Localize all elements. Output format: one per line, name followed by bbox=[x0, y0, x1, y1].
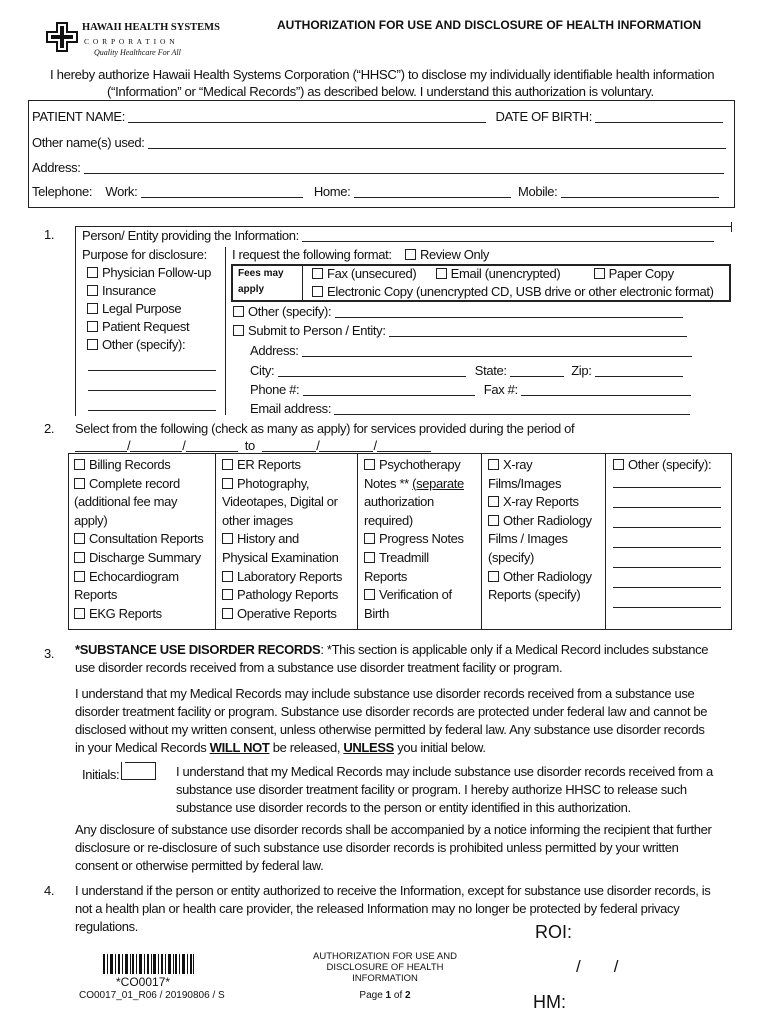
recipient-address-field[interactable] bbox=[302, 344, 692, 357]
discharge-summary[interactable] bbox=[74, 549, 203, 568]
state-field[interactable] bbox=[510, 364, 564, 377]
other-records[interactable] bbox=[613, 456, 711, 475]
checkbox[interactable] bbox=[488, 515, 499, 526]
photography[interactable] bbox=[222, 475, 342, 494]
other-records-line-4[interactable] bbox=[613, 534, 721, 548]
sud-heading-rest: : *This section is applicable only if a Medical Record includes substance bbox=[320, 642, 709, 657]
purpose-physician[interactable] bbox=[87, 264, 211, 282]
treadmill[interactable] bbox=[364, 549, 464, 568]
submit-to-label: Submit to Person / Entity: bbox=[248, 323, 386, 338]
recipient-email-row bbox=[250, 400, 690, 418]
history-physical-label: History and bbox=[237, 531, 299, 547]
verification-of-birth[interactable] bbox=[364, 586, 464, 605]
para1-line2: disorder treatment facility or program. Substance use disorder records are protected under federal law and cannot be bbox=[75, 704, 708, 719]
discharge-summary-label: Discharge Summary bbox=[89, 549, 201, 565]
intro-line2: (“Information” or “Medical Records”) as described below. I understand this authorization is voluntary. bbox=[107, 84, 654, 99]
xray-films-text: Films/Images bbox=[488, 475, 562, 491]
checkbox[interactable] bbox=[594, 268, 605, 279]
checkbox[interactable] bbox=[87, 339, 98, 350]
city-field[interactable] bbox=[278, 364, 466, 377]
checkbox[interactable] bbox=[222, 533, 233, 544]
para2-line2: substance use disorder treatment facility or program. I hereby authorize HHSC to release such bbox=[176, 782, 687, 797]
para1-line4 bbox=[75, 739, 707, 757]
section4-line2: not a health plan or health care provider, the released Information may no longer be protected by federal privacy bbox=[75, 901, 680, 916]
to-label: to bbox=[244, 438, 255, 453]
email-address-field[interactable] bbox=[334, 402, 690, 415]
address-label: Address: bbox=[32, 160, 81, 175]
purpose-insurance[interactable] bbox=[87, 282, 211, 300]
para1-line4-c: be released, bbox=[269, 740, 344, 755]
para1-line4-e: you initial below. bbox=[393, 740, 486, 755]
checkbox[interactable] bbox=[436, 268, 447, 279]
submit-to-field[interactable] bbox=[389, 324, 687, 337]
recipient-city-row bbox=[250, 362, 683, 380]
roi-label: ROI: bbox=[535, 922, 573, 942]
will-not-text: WILL NOT bbox=[209, 740, 270, 755]
footer-center-line3: INFORMATION bbox=[352, 973, 418, 984]
initials-label: Initials: bbox=[82, 767, 120, 782]
para3-line1: Any disclosure of substance use disorder records shall be accompanied by a notice informing the recipient that further bbox=[75, 822, 712, 837]
other-records-line-2[interactable] bbox=[613, 494, 721, 508]
complete-record-note-2: apply) bbox=[74, 512, 108, 528]
billing-records-label: Billing Records bbox=[89, 457, 171, 472]
echocardiogram-label: Echocardiogram bbox=[89, 568, 179, 584]
xray-reports-label: X-ray Reports bbox=[503, 494, 579, 510]
sud-heading: *SUBSTANCE USE DISORDER RECORDS bbox=[75, 642, 321, 657]
address-row bbox=[32, 159, 724, 177]
hm-label: HM: bbox=[533, 992, 566, 1012]
purpose-divider bbox=[225, 247, 226, 415]
page-of: of bbox=[391, 990, 406, 1001]
pathology-reports-label: Pathology Reports bbox=[237, 587, 339, 603]
intro-line1: I hereby authorize Hawaii Health Systems Corporation (“HHSC”) to disclose my individually identifiable health information bbox=[50, 67, 715, 82]
format-row bbox=[232, 246, 489, 264]
work-phone-field[interactable] bbox=[141, 185, 303, 198]
verification-birth-text: Birth bbox=[364, 605, 389, 621]
ekg-reports[interactable] bbox=[74, 605, 203, 624]
echocardiogram[interactable] bbox=[74, 568, 203, 587]
page-current: 1 bbox=[385, 990, 392, 1001]
email-option[interactable] bbox=[436, 266, 561, 281]
other-names-row bbox=[32, 134, 726, 152]
patient-name-row bbox=[32, 108, 723, 126]
section3-para2 bbox=[176, 763, 713, 817]
er-reports[interactable] bbox=[222, 456, 342, 475]
end-month-field[interactable] bbox=[262, 439, 316, 452]
history-physical-note: Physical Examination bbox=[222, 549, 339, 565]
mobile-label: Mobile: bbox=[517, 184, 558, 199]
complete-record-note: (additional fee may bbox=[74, 494, 178, 510]
xray-reports[interactable] bbox=[488, 493, 592, 512]
purpose-patient-request-label: Patient Request bbox=[102, 319, 190, 334]
footer-center-line1: AUTHORIZATION FOR USE AND bbox=[313, 951, 457, 962]
purpose-other[interactable] bbox=[87, 336, 211, 354]
checkbox[interactable] bbox=[312, 286, 323, 297]
other-names-label: Other name(s) used: bbox=[32, 135, 145, 150]
paper-option[interactable] bbox=[594, 266, 674, 281]
dob-label: DATE OF BIRTH: bbox=[495, 109, 592, 124]
purpose-other-line-1[interactable] bbox=[88, 357, 216, 371]
purpose-other-line-2[interactable] bbox=[88, 377, 216, 391]
form-title: AUTHORIZATION FOR USE AND DISCLOSURE OF HEALTH INFORMATION bbox=[277, 18, 702, 32]
page-number bbox=[285, 990, 485, 1001]
checkbox[interactable] bbox=[222, 571, 233, 582]
email-address-label: Email address: bbox=[250, 401, 332, 416]
checkbox[interactable] bbox=[488, 571, 499, 582]
photography-label: Photography, bbox=[237, 475, 310, 491]
other-records-line-5[interactable] bbox=[613, 554, 721, 568]
section2-intro: Select from the following (check as many as apply) for services provided during the period of bbox=[75, 421, 575, 436]
psychotherapy-notes[interactable] bbox=[364, 456, 464, 475]
records-col-2 bbox=[222, 456, 342, 623]
purpose-patient-request[interactable] bbox=[87, 318, 211, 336]
purpose-legal[interactable] bbox=[87, 300, 211, 318]
format-label: I request the following format: bbox=[232, 247, 392, 262]
checkbox[interactable] bbox=[74, 608, 85, 619]
checkbox[interactable] bbox=[222, 478, 233, 489]
submit-to-row bbox=[233, 322, 687, 340]
purpose-label: Purpose for disclosure: bbox=[82, 247, 207, 262]
other-records-lines bbox=[613, 474, 721, 614]
checkbox[interactable] bbox=[74, 478, 85, 489]
zip-field[interactable] bbox=[595, 364, 683, 377]
records-col-5 bbox=[613, 456, 711, 475]
checkbox[interactable] bbox=[87, 285, 98, 296]
footer-center-line2: DISCLOSURE OF HEALTH bbox=[326, 962, 444, 973]
purpose-other-label: Other (specify): bbox=[102, 337, 186, 352]
barcode bbox=[103, 954, 195, 974]
checkbox[interactable] bbox=[233, 306, 244, 317]
photography-note: Videotapes, Digital or bbox=[222, 494, 338, 510]
other-records-line-6[interactable] bbox=[613, 574, 721, 588]
home-phone-field[interactable] bbox=[354, 185, 511, 198]
start-year-field[interactable] bbox=[186, 439, 238, 452]
checkbox[interactable] bbox=[364, 552, 375, 563]
other-radiology-reports-label: Other Radiology bbox=[503, 568, 592, 584]
other-radiology-specify: (specify) bbox=[488, 549, 534, 565]
para1-line4-a: in your Medical Records bbox=[75, 740, 210, 755]
section3-para3 bbox=[75, 821, 712, 875]
fax-number-label: Fax #: bbox=[483, 382, 518, 397]
section1-right-edge bbox=[731, 222, 732, 232]
mobile-phone-field[interactable] bbox=[561, 185, 719, 198]
checkbox[interactable] bbox=[87, 267, 98, 278]
other-radiology-films[interactable] bbox=[488, 512, 592, 531]
other-radiology-reports-text: Reports (specify) bbox=[488, 587, 581, 603]
section3-number: 3. bbox=[44, 646, 55, 661]
laboratory-reports[interactable] bbox=[222, 568, 342, 587]
psychotherapy-note-4: required) bbox=[364, 512, 413, 528]
purpose-other-lines bbox=[88, 357, 216, 417]
org-name: HAWAII HEALTH SYSTEMS bbox=[82, 22, 220, 33]
initials-field[interactable] bbox=[121, 762, 156, 780]
roi-date-slashes: / / bbox=[576, 957, 619, 976]
other-specify-row bbox=[233, 303, 683, 321]
xray-films[interactable] bbox=[488, 456, 592, 475]
checkbox[interactable] bbox=[613, 459, 624, 470]
start-month-field[interactable] bbox=[75, 439, 127, 452]
pathology-reports[interactable] bbox=[222, 586, 342, 605]
progress-notes[interactable] bbox=[364, 530, 464, 549]
para3-line3: consent or otherwise permitted by federal law. bbox=[75, 858, 324, 873]
org-sub: C O R P O R A T I O N bbox=[84, 37, 176, 46]
patient-name-field[interactable] bbox=[128, 110, 486, 123]
patient-name-label: PATIENT NAME: bbox=[32, 109, 125, 124]
checkbox[interactable] bbox=[74, 552, 85, 563]
operative-reports[interactable] bbox=[222, 605, 342, 624]
electronic-option-label: Electronic Copy (unencrypted CD, USB drive or other electronic format) bbox=[327, 284, 714, 299]
checkbox[interactable] bbox=[312, 268, 323, 279]
fees-label: Fees may apply bbox=[238, 268, 284, 295]
para3-line2: disclosure or re-disclosure of such substance use disorder records is prohibited unless permitted by your written bbox=[75, 840, 679, 855]
purpose-insurance-label: Insurance bbox=[102, 283, 156, 298]
section3-heading bbox=[75, 641, 708, 659]
checkbox[interactable] bbox=[222, 608, 233, 619]
email-option-label: Email (unencrypted) bbox=[450, 266, 561, 281]
psychotherapy-note-line bbox=[364, 475, 464, 494]
billing-records[interactable] bbox=[74, 456, 203, 475]
complete-record-label: Complete record bbox=[89, 475, 180, 491]
checkbox[interactable] bbox=[74, 459, 85, 470]
work-label: Work: bbox=[105, 184, 138, 199]
para1-line3: disclosed without my written consent, unless otherwise permitted by federal law. Any substance use disorder records bbox=[75, 722, 705, 737]
fees-divider bbox=[302, 265, 303, 301]
section3-para1 bbox=[75, 685, 707, 757]
section4-line1: I understand if the person or entity authorized to receive the Information, except for substance use disorder records, is bbox=[75, 883, 711, 898]
checkbox[interactable] bbox=[74, 533, 85, 544]
para2-line1: I understand that my Medical Records may include substance use disorder records received from a bbox=[176, 764, 713, 779]
er-reports-label: ER Reports bbox=[237, 457, 301, 472]
grid-col-divider-1 bbox=[215, 453, 216, 630]
purpose-physician-label: Physician Follow-up bbox=[102, 265, 211, 280]
treadmill-reports: Reports bbox=[364, 568, 408, 584]
verification-label: Verification of bbox=[379, 587, 452, 603]
checkbox[interactable] bbox=[233, 325, 244, 336]
other-records-line-3[interactable] bbox=[613, 514, 721, 528]
records-col-3 bbox=[364, 456, 464, 623]
records-col-1 bbox=[74, 456, 203, 623]
psychotherapy-notes-text: Notes ** bbox=[364, 475, 409, 491]
echocardiogram-reports: Reports bbox=[74, 587, 118, 603]
checkbox[interactable] bbox=[364, 533, 375, 544]
phone-label: Phone #: bbox=[250, 382, 300, 397]
telephone-row bbox=[32, 183, 719, 201]
para1-line1: I understand that my Medical Records may include substance use disorder records received from a substance use bbox=[75, 686, 695, 701]
laboratory-reports-label: Laboratory Reports bbox=[237, 568, 342, 584]
end-day-field[interactable] bbox=[319, 439, 373, 452]
section4-number: 4. bbox=[44, 883, 55, 898]
photography-note-2: other images bbox=[222, 512, 293, 528]
para2-line3: substance use disorder records to the person or entity identified in this authorization. bbox=[176, 800, 631, 815]
telephone-label: Telephone: bbox=[32, 184, 93, 199]
footer-center-title bbox=[285, 951, 485, 984]
other-records-label: Other (specify): bbox=[628, 457, 712, 472]
consultation-reports-label: Consultation Reports bbox=[89, 531, 204, 547]
checkbox[interactable] bbox=[364, 589, 375, 600]
other-records-line-1[interactable] bbox=[613, 474, 721, 488]
operative-reports-label: Operative Reports bbox=[237, 605, 337, 621]
paper-option-label: Paper Copy bbox=[608, 266, 674, 281]
other-radiology-label: Other Radiology bbox=[503, 512, 592, 528]
date-range-row: / / to / / bbox=[75, 437, 431, 455]
form-code: CO0017_01_R06 / 20190806 / S bbox=[79, 990, 225, 1001]
checkbox[interactable] bbox=[87, 303, 98, 314]
section2-number: 2. bbox=[44, 421, 55, 436]
recipient-phone-row bbox=[250, 381, 691, 399]
grid-col-divider-4 bbox=[605, 453, 606, 630]
fax-option-label: Fax (unsecured) bbox=[327, 266, 417, 281]
purpose-legal-label: Legal Purpose bbox=[102, 301, 182, 316]
psychotherapy-label: Psychotherapy bbox=[379, 457, 461, 472]
logo-cross-icon bbox=[46, 22, 78, 52]
history-physical[interactable] bbox=[222, 530, 342, 549]
recipient-address-row bbox=[250, 342, 692, 360]
other-records-line-7[interactable] bbox=[613, 594, 721, 608]
progress-notes-label: Progress Notes bbox=[379, 531, 464, 547]
separate-text: (separate bbox=[412, 475, 464, 491]
org-tagline: Quality Healthcare For All bbox=[94, 48, 181, 57]
section1-number: 1. bbox=[44, 227, 55, 242]
checkbox[interactable] bbox=[222, 589, 233, 600]
checkbox[interactable] bbox=[87, 321, 98, 332]
grid-col-divider-3 bbox=[481, 453, 482, 630]
review-only-label: Review Only bbox=[419, 247, 490, 262]
fax-option[interactable] bbox=[312, 266, 416, 281]
state-label: State: bbox=[474, 363, 507, 378]
city-label: City: bbox=[250, 363, 275, 378]
zip-label: Zip: bbox=[571, 363, 592, 378]
provider-label: Person/ Entity providing the Information: bbox=[82, 228, 299, 243]
purpose-other-line-3[interactable] bbox=[88, 397, 216, 411]
checkbox[interactable] bbox=[405, 249, 416, 260]
grid-col-divider-2 bbox=[357, 453, 358, 630]
recipient-address-label: Address: bbox=[250, 343, 299, 358]
section3-heading-2: use disorder records received from a substance use disorder treatment facility or program. bbox=[75, 660, 563, 675]
section4-text bbox=[75, 882, 710, 936]
checkbox[interactable] bbox=[222, 459, 233, 470]
other-radiology-reports[interactable] bbox=[488, 568, 592, 587]
other-radiology-films-text: Films / Images bbox=[488, 531, 568, 547]
fees-options-row2 bbox=[312, 283, 714, 301]
unless-text: UNLESS bbox=[343, 740, 394, 755]
section4-line3: regulations. bbox=[75, 919, 139, 934]
checkbox[interactable] bbox=[488, 459, 499, 470]
barcode-text: *CO0017* bbox=[116, 975, 171, 989]
start-day-field[interactable] bbox=[130, 439, 182, 452]
page-prefix: Page bbox=[359, 990, 386, 1001]
checkbox[interactable] bbox=[74, 571, 85, 582]
other-specify-field[interactable] bbox=[335, 305, 683, 318]
home-label: Home: bbox=[313, 184, 351, 199]
dob-field[interactable] bbox=[595, 110, 723, 123]
treadmill-label: Treadmill bbox=[379, 549, 429, 565]
page-total: 2 bbox=[405, 990, 411, 1001]
electronic-option[interactable] bbox=[312, 284, 714, 299]
phone-field[interactable] bbox=[303, 383, 475, 396]
address-field[interactable] bbox=[84, 161, 724, 174]
fax-number-field[interactable] bbox=[521, 383, 691, 396]
complete-record[interactable] bbox=[74, 475, 203, 494]
hhsc-logo bbox=[46, 20, 220, 62]
records-col-4 bbox=[488, 456, 592, 605]
other-specify-label: Other (specify): bbox=[248, 304, 332, 319]
psychotherapy-note-3: authorization bbox=[364, 494, 434, 510]
provider-field[interactable] bbox=[302, 229, 714, 242]
consultation-reports[interactable] bbox=[74, 530, 203, 549]
checkbox[interactable] bbox=[488, 496, 499, 507]
end-year-field[interactable] bbox=[377, 439, 431, 452]
other-names-field[interactable] bbox=[148, 136, 726, 149]
checkbox[interactable] bbox=[364, 459, 375, 470]
xray-label: X-ray bbox=[503, 457, 533, 472]
provider-row bbox=[82, 227, 714, 245]
ekg-reports-label: EKG Reports bbox=[89, 605, 162, 621]
fees-options-row1 bbox=[312, 265, 674, 283]
initials-top-line bbox=[125, 762, 156, 763]
purpose-list bbox=[87, 264, 211, 354]
